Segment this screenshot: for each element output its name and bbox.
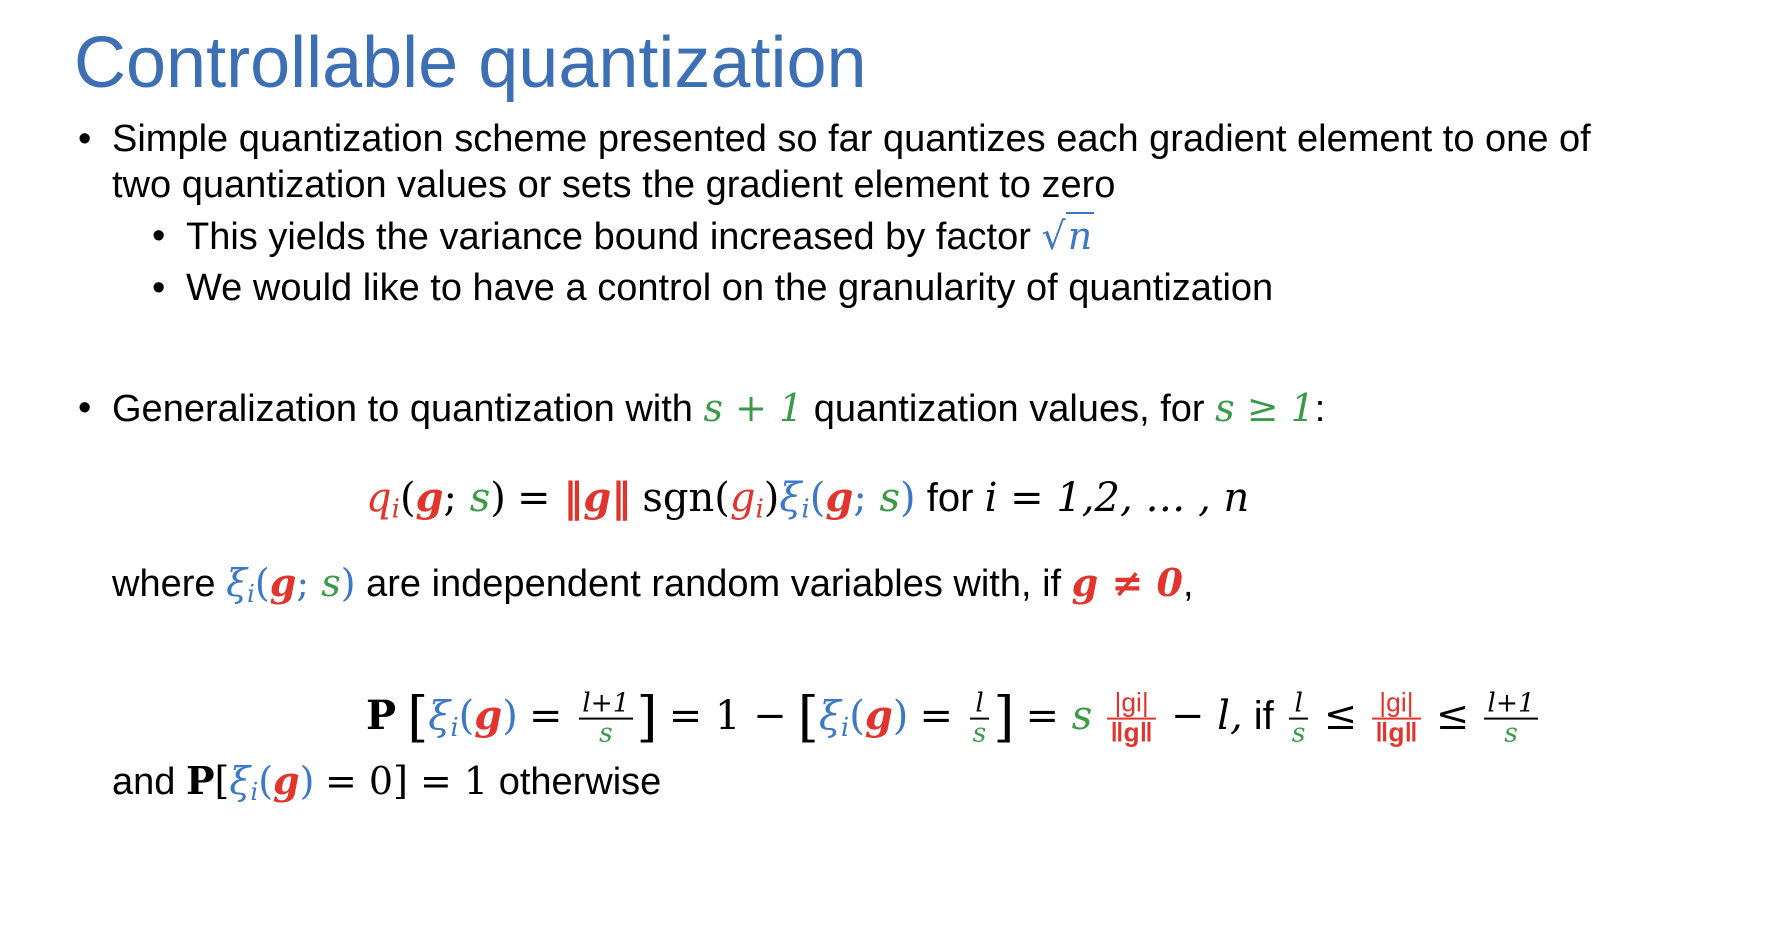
otherwise-text: otherwise bbox=[498, 761, 662, 803]
sub-bullet-2: We would like to have a control on the granularity of quantization bbox=[186, 267, 1274, 309]
eq1-xi: $\xi_i$ bbox=[779, 475, 810, 525]
eq2-frac-gi-norm-2: $\frac{|gi|}{‖g‖}$ bbox=[1372, 690, 1420, 747]
where-xi: $\xi_i$ bbox=[226, 561, 255, 609]
eq2-P: P bbox=[366, 692, 397, 740]
eq2-g-2: g bbox=[864, 692, 893, 740]
and-P: P bbox=[185, 758, 215, 803]
eq2-s: s bbox=[1071, 693, 1093, 740]
s-geq-1-formula: s ≥ 1 bbox=[1215, 386, 1315, 430]
sqrt-n-formula bbox=[1041, 214, 1094, 260]
where-text-b: are independent random variables with, if bbox=[366, 563, 1062, 605]
eq2-xi-1: $\xi_i$ bbox=[428, 693, 459, 743]
s-plus-1-formula: s + 1 bbox=[703, 386, 804, 430]
sqrt-arg: n bbox=[1067, 214, 1093, 258]
eq2-frac-l-s: $\frac{l}{s}$ bbox=[970, 690, 990, 747]
eq1-s: s bbox=[469, 475, 491, 521]
bullet-1-line-2: two quantization values or sets the gradient element to zero bbox=[112, 164, 1116, 206]
and-text: and bbox=[112, 761, 176, 803]
where-s: s bbox=[321, 561, 341, 605]
and-tail: = 0] = 1 bbox=[325, 759, 489, 803]
and-g: g bbox=[273, 758, 300, 803]
eq2-g-1: g bbox=[474, 692, 503, 740]
and-xi: $\xi_i$ bbox=[229, 759, 259, 807]
equation-probability: P [$\xi_i(g)$ = $\frac{l+1}{s}$ ] = $1 - [\xi_i(g)$ = $\frac{l}{s}$ ] = s $\frac{|gi|}{‖g‖}$ − l, if $\frac{l}{s}$ ≤ $\frac{|gi|}{‖g‖}$ ≤ $\frac{l+1}{s}$ bbox=[366, 686, 1542, 751]
sqrt-symbol: √ bbox=[1041, 214, 1066, 258]
eq2-xi-2: $\xi_i$ bbox=[818, 693, 850, 743]
eq1-g-2: g bbox=[825, 474, 854, 521]
eq1-s-2: s bbox=[879, 475, 901, 521]
eq2-eq-1-minus: = 1 − bbox=[668, 693, 787, 740]
where-text-a: where bbox=[112, 563, 216, 605]
eq1-gi: $g_i$ bbox=[729, 475, 764, 525]
bullet-2-line bbox=[112, 386, 1325, 433]
slide-title: Controllable quantization bbox=[74, 23, 867, 103]
eq2-frac-l1-s-2: $\frac{l+1}{s}$ bbox=[1484, 690, 1537, 747]
where-g: g bbox=[269, 560, 297, 605]
eq2-frac-l1-s: $\frac{l+1}{s}$ bbox=[579, 690, 632, 747]
and-line: and $P[\xi_i(g) = 0] = 1$ otherwise bbox=[112, 758, 662, 807]
where-line: where $\xi_i(g$; s) are independent random variables with, if g ≠ 0, bbox=[112, 560, 1194, 609]
bullet-1-line-1: Simple quantization scheme presented so far quantizes each gradient element to one of bbox=[112, 118, 1591, 160]
eq2-minus-l: − l, bbox=[1170, 693, 1243, 740]
eq2-if: if bbox=[1253, 694, 1274, 739]
eq2-frac-gi-norm: $\frac{|gi|}{‖g‖}$ bbox=[1107, 690, 1155, 747]
g-neq-0: g ≠ 0 bbox=[1071, 560, 1183, 605]
eq2-leq-1: ≤ bbox=[1323, 693, 1358, 740]
bullet-2-marker: • bbox=[78, 387, 92, 429]
eq1-q: $q_i$ bbox=[366, 475, 400, 525]
eq1-g: g bbox=[415, 474, 444, 521]
eq1-norm-g: ‖g‖ bbox=[563, 474, 632, 521]
eq1-sgn: sgn bbox=[642, 475, 715, 521]
eq2-frac-l-s-2: $\frac{l}{s}$ bbox=[1289, 690, 1309, 747]
equation-quantizer: $q_i(g$; s) = ‖g‖ $sgn(g_i)\xi_i(g$; s) for i = 1,2, … , n bbox=[366, 474, 1250, 525]
sub-bullet-2-marker: • bbox=[152, 267, 166, 309]
sub-bullet-1-text: This yields the variance bound increased by factor bbox=[186, 216, 1031, 258]
eq1-range: i = 1,2, … , n bbox=[984, 475, 1250, 521]
bullet-2-colon: : bbox=[1314, 388, 1326, 430]
sub-bullet-1-marker: • bbox=[152, 215, 166, 257]
eq1-for: for bbox=[926, 476, 974, 520]
bullet-2-text-b: quantization values, for bbox=[813, 388, 1205, 430]
bullet-2-text-a: Generalization to quantization with bbox=[112, 388, 693, 430]
eq2-leq-2: ≤ bbox=[1435, 693, 1470, 740]
sub-bullet-1 bbox=[186, 214, 1094, 261]
bullet-1-marker: • bbox=[78, 118, 92, 160]
